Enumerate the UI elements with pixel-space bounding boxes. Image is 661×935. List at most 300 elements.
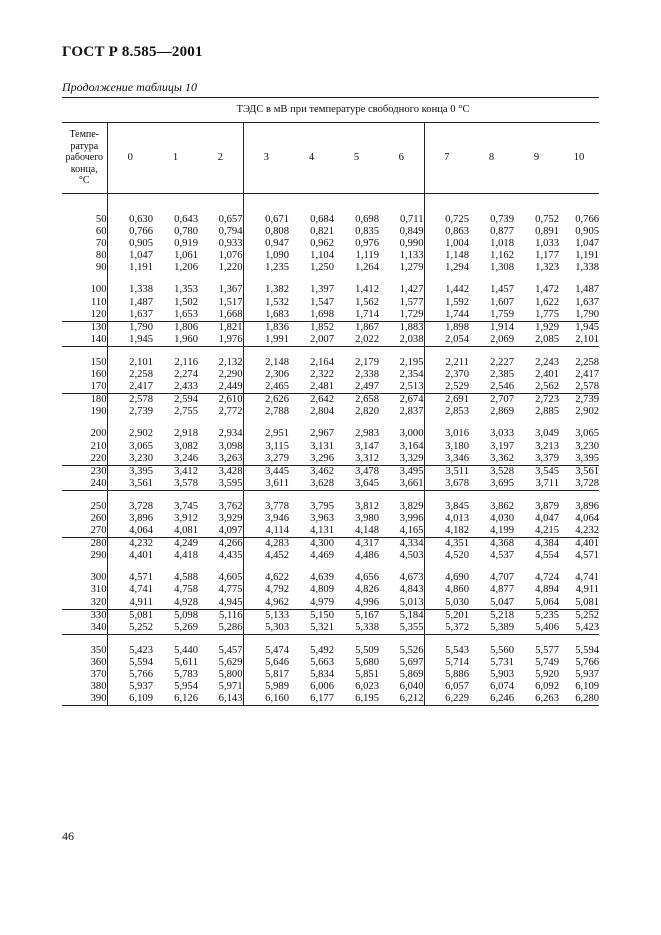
emf-value-cell: 1,929 bbox=[535, 321, 559, 333]
emf-value-cell: 5,252 bbox=[575, 609, 600, 621]
emf-value-cell: 4,249 bbox=[174, 538, 198, 550]
emf-value-cell: 2,322 bbox=[310, 369, 334, 381]
emf-value-cell: 4,131 bbox=[289, 525, 334, 538]
table-row bbox=[62, 657, 599, 669]
temperature-cell: 230 bbox=[62, 465, 107, 478]
stub-header-line: ратура bbox=[70, 140, 99, 152]
emf-value-cell: 1,076 bbox=[198, 250, 243, 262]
emf-value-cell: 1,607 bbox=[490, 296, 514, 308]
emf-value-cell: 3,678 bbox=[445, 477, 469, 489]
emf-value-cell: 2,755 bbox=[174, 406, 198, 418]
emf-value-cell: 6,057 bbox=[445, 681, 469, 693]
emf-value-cell: 1,683 bbox=[243, 309, 289, 322]
emf-value-cell: 1,622 bbox=[535, 296, 559, 308]
emf-value-cell: 5,663 bbox=[310, 656, 334, 668]
emf-value-cell: 1,427 bbox=[379, 284, 424, 296]
emf-value-cell: 6,126 bbox=[153, 693, 198, 706]
emf-value-cell: 4,945 bbox=[198, 597, 243, 610]
emf-value-cell: 1,517 bbox=[198, 297, 243, 309]
emf-value-cell: 1,991 bbox=[265, 333, 289, 345]
table-row bbox=[62, 525, 599, 538]
temperature-cell: 180 bbox=[62, 394, 107, 407]
temperature-cell: 80 bbox=[62, 250, 107, 262]
emf-value-cell: 4,656 bbox=[355, 572, 379, 584]
emf-value-cell: 4,435 bbox=[198, 550, 243, 562]
emf-value-cell: 4,707 bbox=[490, 572, 514, 584]
emf-value-cell: 4,639 bbox=[310, 572, 334, 584]
table-row bbox=[62, 428, 599, 440]
emf-value-cell: 3,033 bbox=[490, 428, 514, 440]
table-row bbox=[62, 478, 599, 491]
temperature-cell: 300 bbox=[62, 572, 107, 584]
table-row bbox=[62, 214, 599, 226]
emf-value-cell: 4,097 bbox=[198, 525, 243, 538]
temperature-cell: 330 bbox=[62, 609, 107, 622]
emf-value-cell: 1,264 bbox=[355, 262, 379, 274]
column-header: 0 bbox=[107, 123, 153, 194]
emf-value-cell: 5,937 bbox=[575, 669, 600, 680]
emf-value-cell: 1,637 bbox=[575, 296, 600, 308]
emf-value-cell: 1,191 bbox=[129, 262, 153, 274]
emf-value-cell: 3,478 bbox=[355, 465, 379, 477]
emf-value-cell: 1,457 bbox=[490, 284, 514, 296]
emf-value-cell: 2,481 bbox=[289, 381, 334, 394]
emf-value-cell: 3,511 bbox=[445, 465, 469, 477]
emf-value-cell: 4,317 bbox=[355, 538, 379, 550]
emf-value-cell: 2,707 bbox=[490, 394, 514, 406]
emf-value-cell: 3,312 bbox=[334, 453, 379, 466]
emf-value-cell: 4,860 bbox=[445, 584, 469, 596]
column-header: 10 bbox=[559, 123, 599, 194]
emf-value-cell: 3,795 bbox=[310, 500, 334, 512]
emf-value-cell: 4,741 bbox=[129, 584, 153, 596]
temperature-cell: 280 bbox=[62, 538, 107, 551]
emf-value-cell: 0,905 bbox=[575, 226, 600, 238]
emf-value-cell: 0,976 bbox=[355, 238, 379, 250]
temperature-cell: 90 bbox=[62, 262, 107, 274]
emf-value-cell: 5,697 bbox=[379, 657, 424, 669]
table-row bbox=[62, 609, 599, 622]
emf-value-cell: 1,323 bbox=[535, 262, 559, 274]
temperature-cell: 240 bbox=[62, 478, 107, 491]
table-row bbox=[62, 538, 599, 551]
emf-value-cell: 5,903 bbox=[490, 669, 514, 680]
emf-value-cell: 2,054 bbox=[445, 333, 469, 345]
emf-value-cell: 0,739 bbox=[490, 214, 514, 225]
emf-value-cell: 3,561 bbox=[575, 465, 600, 477]
emf-value-cell: 3,829 bbox=[379, 501, 424, 513]
emf-value-cell: 0,962 bbox=[310, 238, 334, 250]
emf-value-cell: 1,547 bbox=[310, 296, 334, 308]
emf-value-cell: 3,329 bbox=[379, 453, 424, 466]
emf-value-cell: 2,370 bbox=[445, 369, 469, 381]
emf-value-cell: 4,520 bbox=[445, 550, 469, 562]
temperature-cell: 150 bbox=[62, 357, 107, 369]
emf-value-cell: 3,929 bbox=[198, 513, 243, 525]
emf-value-cell: 3,595 bbox=[198, 478, 243, 491]
emf-value-cell: 3,762 bbox=[198, 501, 243, 513]
emf-value-cell: 1,502 bbox=[174, 296, 198, 308]
emf-value-cell: 5,783 bbox=[174, 669, 198, 680]
emf-value-cell: 2,164 bbox=[310, 356, 334, 368]
emf-value-cell: 0,671 bbox=[265, 214, 289, 225]
emf-value-cell: 0,684 bbox=[310, 214, 334, 225]
emf-value-cell: 6,109 bbox=[575, 681, 600, 693]
emf-value-cell: 6,143 bbox=[198, 693, 243, 706]
emf-value-cell: 3,065 bbox=[575, 428, 600, 440]
emf-value-cell: 4,418 bbox=[174, 550, 198, 562]
column-header: 5 bbox=[334, 123, 379, 194]
emf-value-cell: 2,243 bbox=[535, 356, 559, 368]
emf-value-cell: 1,279 bbox=[379, 262, 424, 274]
emf-value-cell: 4,452 bbox=[265, 550, 289, 562]
emf-value-cell: 2,691 bbox=[445, 394, 469, 406]
emf-value-cell: 4,114 bbox=[243, 525, 289, 538]
emf-value-cell: 2,179 bbox=[355, 356, 379, 368]
temperature-cell: 120 bbox=[62, 309, 107, 322]
emf-value-cell: 5,064 bbox=[514, 597, 559, 610]
emf-value-cell: 4,047 bbox=[535, 512, 559, 524]
emf-value-cell: 6,177 bbox=[289, 693, 334, 706]
table-row bbox=[62, 645, 599, 657]
emf-value-cell: 2,211 bbox=[445, 356, 469, 368]
emf-value-cell: 2,007 bbox=[310, 333, 334, 345]
emf-value-cell: 2,739 bbox=[129, 406, 153, 418]
table-row bbox=[62, 501, 599, 513]
emf-value-cell: 6,212 bbox=[379, 693, 424, 706]
emf-value-cell: 3,812 bbox=[355, 500, 379, 512]
emf-value-cell: 3,412 bbox=[174, 465, 198, 477]
emf-value-cell: 5,749 bbox=[535, 656, 559, 668]
table-row bbox=[62, 369, 599, 381]
emf-value-cell: 1,148 bbox=[445, 250, 469, 262]
emf-value-cell: 4,503 bbox=[379, 550, 424, 562]
emf-value-cell: 2,610 bbox=[198, 394, 243, 407]
emf-value-cell: 1,177 bbox=[535, 250, 559, 262]
stub-header-line: °С bbox=[78, 175, 90, 187]
emf-value-cell: 3,545 bbox=[535, 465, 559, 477]
emf-value-cell: 5,937 bbox=[129, 681, 153, 693]
emf-value-cell: 3,379 bbox=[514, 453, 559, 466]
emf-value-cell: 4,554 bbox=[535, 550, 559, 562]
emf-value-cell: 1,133 bbox=[379, 250, 424, 262]
emf-value-cell: 5,116 bbox=[198, 609, 243, 622]
emf-value-cell: 3,279 bbox=[243, 453, 289, 466]
table-row bbox=[62, 453, 599, 466]
emf-value-cell: 5,954 bbox=[174, 681, 198, 693]
emf-value-cell: 1,033 bbox=[535, 238, 559, 250]
emf-value-cell: 4,232 bbox=[559, 525, 599, 538]
emf-value-cell: 3,296 bbox=[289, 453, 334, 466]
emf-value-cell: 0,877 bbox=[490, 226, 514, 238]
table-row bbox=[62, 357, 599, 369]
emf-value-cell: 4,283 bbox=[265, 538, 289, 550]
emf-value-cell: 2,101 bbox=[129, 356, 153, 368]
emf-value-cell: 4,401 bbox=[129, 550, 153, 562]
emf-value-cell: 0,990 bbox=[379, 238, 424, 250]
column-header: 3 bbox=[243, 123, 289, 194]
emf-value-cell: 2,306 bbox=[265, 369, 289, 381]
table-caption: Продолжение таблицы 10 bbox=[62, 80, 198, 94]
emf-value-cell: 2,417 bbox=[575, 369, 600, 381]
emf-value-cell: 1,487 bbox=[129, 296, 153, 308]
emf-value-cell: 0,808 bbox=[265, 226, 289, 238]
emf-value-cell: 2,417 bbox=[107, 381, 153, 394]
table-row bbox=[62, 513, 599, 525]
emf-value-cell: 2,274 bbox=[174, 369, 198, 381]
emf-value-cell: 3,098 bbox=[198, 441, 243, 453]
emf-value-cell: 1,883 bbox=[379, 321, 424, 334]
table-row bbox=[62, 669, 599, 681]
emf-value-cell: 5,646 bbox=[265, 656, 289, 668]
emf-value-cell: 5,372 bbox=[445, 621, 469, 633]
emf-value-cell: 4,605 bbox=[198, 572, 243, 584]
emf-value-cell: 1,577 bbox=[379, 297, 424, 309]
temperature-cell: 50 bbox=[62, 214, 107, 226]
emf-value-cell: 1,729 bbox=[379, 309, 424, 322]
emf-value-cell: 5,269 bbox=[174, 621, 198, 633]
temperature-cell: 310 bbox=[62, 584, 107, 596]
emf-value-cell: 4,537 bbox=[490, 550, 514, 562]
emf-value-cell: 4,911 bbox=[107, 597, 153, 610]
emf-value-cell: 2,148 bbox=[265, 356, 289, 368]
emf-value-cell: 2,788 bbox=[265, 406, 289, 418]
emf-value-cell: 3,230 bbox=[575, 440, 600, 452]
emf-value-cell: 5,834 bbox=[310, 669, 334, 680]
emf-value-cell: 1,976 bbox=[198, 334, 243, 347]
emf-value-cell: 6,195 bbox=[334, 693, 379, 706]
emf-value-cell: 4,792 bbox=[265, 584, 289, 596]
emf-value-cell: 1,119 bbox=[355, 250, 379, 262]
emf-value-cell: 5,030 bbox=[424, 597, 469, 610]
emf-value-cell: 1,898 bbox=[445, 321, 469, 333]
emf-value-cell: 4,368 bbox=[490, 538, 514, 550]
emf-value-cell: 2,772 bbox=[198, 406, 243, 418]
emf-value-cell: 1,487 bbox=[575, 284, 600, 296]
temperature-cell: 190 bbox=[62, 406, 107, 418]
emf-value-cell: 4,724 bbox=[535, 572, 559, 584]
emf-value-cell: 3,896 bbox=[129, 512, 153, 524]
emf-value-cell: 1,637 bbox=[107, 309, 153, 322]
emf-value-cell: 3,728 bbox=[129, 500, 153, 512]
emf-value-cell: 5,133 bbox=[265, 609, 289, 621]
emf-value-cell: 5,303 bbox=[265, 621, 289, 633]
emf-value-cell: 6,280 bbox=[559, 693, 599, 706]
emf-value-cell: 5,150 bbox=[310, 609, 334, 621]
emf-value-cell: 0,643 bbox=[174, 214, 198, 225]
emf-value-cell: 1,220 bbox=[198, 262, 243, 274]
emf-value-cell: 1,382 bbox=[265, 284, 289, 296]
emf-value-cell: 5,869 bbox=[379, 669, 424, 681]
emf-value-cell: 1,744 bbox=[424, 309, 469, 322]
emf-value-cell: 5,423 bbox=[129, 644, 153, 656]
temperature-cell: 360 bbox=[62, 657, 107, 669]
emf-value-cell: 3,845 bbox=[445, 500, 469, 512]
emf-value-cell: 3,395 bbox=[129, 465, 153, 477]
emf-value-cell: 1,914 bbox=[490, 321, 514, 333]
emf-value-cell: 2,951 bbox=[265, 428, 289, 440]
table-body bbox=[62, 194, 599, 706]
emf-value-cell: 4,826 bbox=[355, 584, 379, 596]
emf-value-cell: 3,147 bbox=[355, 440, 379, 452]
emf-value-cell: 0,630 bbox=[129, 214, 153, 225]
emf-value-cell: 2,497 bbox=[334, 381, 379, 394]
emf-value-cell: 1,047 bbox=[129, 250, 153, 262]
emf-value-cell: 5,492 bbox=[310, 644, 334, 656]
emf-value-cell: 2,837 bbox=[379, 406, 424, 418]
temperature-cell: 60 bbox=[62, 226, 107, 238]
stub-header bbox=[62, 123, 107, 194]
emf-value-cell: 2,902 bbox=[575, 406, 600, 418]
emf-value-cell: 6,160 bbox=[243, 693, 289, 706]
emf-value-cell: 4,571 bbox=[575, 550, 600, 562]
emf-value-cell: 3,528 bbox=[490, 465, 514, 477]
emf-value-cell: 4,013 bbox=[445, 512, 469, 524]
emf-value-cell: 5,167 bbox=[355, 609, 379, 621]
emf-value-cell: 6,229 bbox=[424, 693, 469, 706]
emf-value-cell: 2,674 bbox=[379, 394, 424, 407]
temperature-cell: 340 bbox=[62, 622, 107, 635]
emf-value-cell: 3,711 bbox=[535, 477, 559, 489]
stub-title-cell bbox=[62, 98, 107, 123]
emf-value-cell: 1,397 bbox=[310, 284, 334, 296]
emf-value-cell: 5,509 bbox=[355, 644, 379, 656]
emf-value-cell: 3,963 bbox=[310, 512, 334, 524]
table-row bbox=[62, 622, 599, 635]
emf-value-cell: 3,131 bbox=[310, 440, 334, 452]
emf-value-cell: 2,642 bbox=[310, 394, 334, 406]
emf-value-cell: 0,849 bbox=[379, 226, 424, 238]
emf-value-cell: 1,104 bbox=[310, 250, 334, 262]
emf-value-cell: 3,362 bbox=[469, 453, 514, 466]
table-row bbox=[62, 297, 599, 309]
emf-value-cell: 5,920 bbox=[535, 669, 559, 680]
emf-value-cell: 4,775 bbox=[198, 584, 243, 596]
emf-value-cell: 4,064 bbox=[575, 512, 600, 524]
emf-value-cell: 6,092 bbox=[535, 681, 559, 693]
emf-value-cell: 3,428 bbox=[198, 465, 243, 478]
table-row bbox=[62, 584, 599, 596]
emf-value-cell: 5,989 bbox=[265, 681, 289, 693]
emf-value-cell: 5,338 bbox=[355, 621, 379, 633]
emf-value-cell: 3,263 bbox=[198, 453, 243, 466]
emf-value-cell: 1,235 bbox=[265, 262, 289, 274]
emf-value-cell: 4,673 bbox=[379, 572, 424, 584]
emf-value-cell: 4,165 bbox=[379, 525, 424, 538]
emf-value-cell: 4,030 bbox=[490, 512, 514, 524]
table-title: ТЭДС в мВ при температуре свободного конца 0 °С bbox=[107, 98, 599, 123]
emf-value-cell: 1,562 bbox=[355, 296, 379, 308]
emf-value-cell: 6,040 bbox=[379, 681, 424, 693]
emf-value-cell: 3,246 bbox=[153, 453, 198, 466]
emf-value-cell: 4,081 bbox=[153, 525, 198, 538]
emf-value-cell: 1,668 bbox=[198, 309, 243, 322]
temperature-cell: 290 bbox=[62, 550, 107, 562]
emf-value-cell: 4,996 bbox=[334, 597, 379, 610]
temperature-cell: 260 bbox=[62, 513, 107, 525]
emf-value-cell: 4,809 bbox=[310, 584, 334, 596]
emf-value-cell: 3,395 bbox=[559, 453, 599, 466]
temperature-cell: 270 bbox=[62, 525, 107, 538]
emf-value-cell: 6,109 bbox=[107, 693, 153, 706]
emf-value-cell: 5,081 bbox=[559, 597, 599, 610]
emf-value-cell: 1,442 bbox=[445, 284, 469, 296]
emf-value-cell: 1,960 bbox=[174, 333, 198, 345]
column-header: 2 bbox=[198, 123, 243, 194]
stub-header-line: Темпе- bbox=[69, 129, 100, 141]
emf-value-cell: 2,594 bbox=[174, 394, 198, 406]
emf-value-cell: 5,389 bbox=[490, 621, 514, 633]
emf-value-cell: 1,308 bbox=[490, 262, 514, 274]
emf-value-cell: 6,246 bbox=[469, 693, 514, 706]
emf-value-cell: 5,423 bbox=[575, 621, 600, 633]
emf-value-cell: 5,184 bbox=[379, 609, 424, 622]
emf-value-cell: 5,766 bbox=[129, 669, 153, 680]
table-row bbox=[62, 262, 599, 274]
emf-value-cell: 6,023 bbox=[355, 681, 379, 693]
emf-value-cell: 4,232 bbox=[129, 538, 153, 550]
emf-value-cell: 3,946 bbox=[265, 512, 289, 524]
emf-value-cell: 2,918 bbox=[174, 428, 198, 440]
temperature-cell: 220 bbox=[62, 453, 107, 466]
emf-value-cell: 0,919 bbox=[174, 238, 198, 250]
emf-value-cell: 3,346 bbox=[424, 453, 469, 466]
emf-value-cell: 5,629 bbox=[198, 657, 243, 669]
emf-value-cell: 5,526 bbox=[379, 645, 424, 657]
emf-value-cell: 2,578 bbox=[559, 381, 599, 394]
emf-value-cell: 4,962 bbox=[243, 597, 289, 610]
emf-value-cell: 3,462 bbox=[310, 465, 334, 477]
emf-value-cell: 2,869 bbox=[490, 406, 514, 418]
emf-value-cell: 1,250 bbox=[310, 262, 334, 274]
emf-value-cell: 3,197 bbox=[490, 440, 514, 452]
emf-value-cell: 5,886 bbox=[445, 669, 469, 680]
emf-value-cell: 2,562 bbox=[514, 381, 559, 394]
emf-value-cell: 4,843 bbox=[379, 584, 424, 596]
temperature-cell: 130 bbox=[62, 321, 107, 334]
temperature-cell: 350 bbox=[62, 645, 107, 657]
emf-value-cell: 2,853 bbox=[445, 406, 469, 418]
emf-value-cell: 4,894 bbox=[535, 584, 559, 596]
emf-value-cell: 1,806 bbox=[174, 321, 198, 333]
emf-value-cell: 1,790 bbox=[559, 309, 599, 322]
emf-value-cell: 1,472 bbox=[535, 284, 559, 296]
temperature-cell: 170 bbox=[62, 381, 107, 394]
temperature-cell: 200 bbox=[62, 428, 107, 440]
emf-value-cell: 3,578 bbox=[174, 477, 198, 489]
emf-value-cell: 5,594 bbox=[575, 644, 600, 656]
emf-value-cell: 2,449 bbox=[198, 381, 243, 394]
page-number: 46 bbox=[62, 829, 74, 843]
table-row bbox=[62, 309, 599, 322]
emf-value-cell: 2,038 bbox=[379, 334, 424, 347]
emf-value-cell: 1,852 bbox=[310, 321, 334, 333]
emf-value-cell: 5,013 bbox=[379, 597, 424, 610]
emf-value-cell: 0,821 bbox=[310, 226, 334, 238]
emf-value-cell: 5,714 bbox=[445, 656, 469, 668]
emf-value-cell: 2,983 bbox=[355, 428, 379, 440]
table-row bbox=[62, 334, 599, 347]
emf-value-cell: 3,000 bbox=[379, 428, 424, 440]
emf-value-cell: 4,622 bbox=[265, 572, 289, 584]
emf-value-cell: 1,367 bbox=[198, 284, 243, 296]
emf-value-cell: 3,180 bbox=[445, 440, 469, 452]
emf-value-cell: 5,731 bbox=[490, 656, 514, 668]
emf-value-cell: 1,698 bbox=[289, 309, 334, 322]
emf-value-cell: 2,195 bbox=[379, 357, 424, 369]
emf-value-cell: 0,947 bbox=[265, 238, 289, 250]
emf-value-cell: 4,401 bbox=[575, 538, 600, 550]
